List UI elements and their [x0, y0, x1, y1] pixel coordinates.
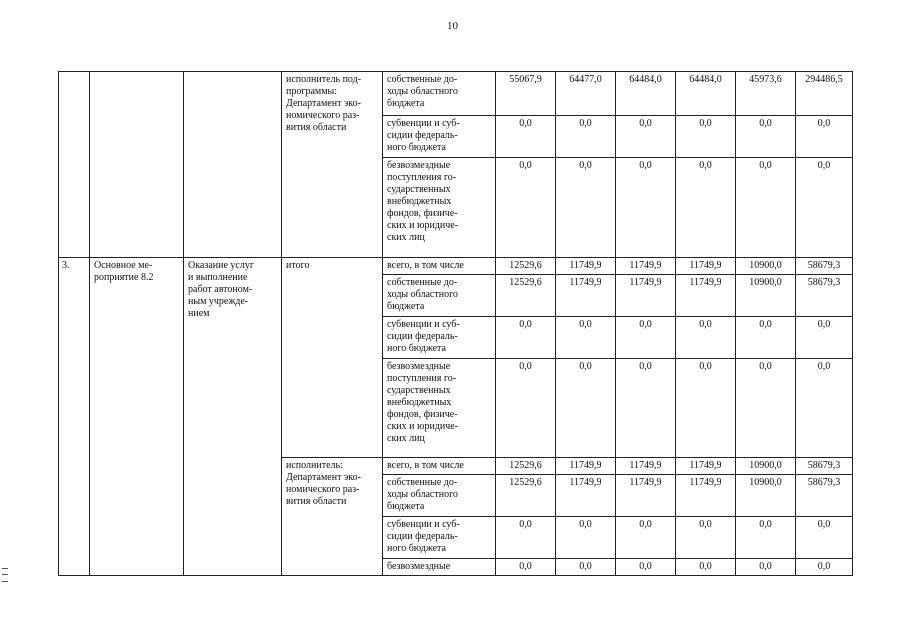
value-cell: 0,0 [676, 317, 736, 359]
source-label: собственные до- ходы областного бюджета [383, 72, 496, 116]
executor-cell: исполнитель: Департамент эко- номического раз- вития области [282, 458, 383, 576]
value-cell: 64477,0 [556, 72, 616, 116]
value-cell: 0,0 [736, 517, 796, 559]
value-cell: 11749,9 [676, 475, 736, 517]
value-cell: 0,0 [616, 158, 676, 258]
value-cell: 0,0 [796, 359, 853, 458]
value-cell: 12529,6 [496, 475, 556, 517]
source-label: собственные до- ходы областного бюджета [383, 475, 496, 517]
num-cell [59, 72, 90, 258]
value-cell: 0,0 [676, 517, 736, 559]
value-cell: 11749,9 [556, 258, 616, 275]
value-cell: 0,0 [676, 359, 736, 458]
value-cell: 64484,0 [616, 72, 676, 116]
value-cell: 0,0 [556, 158, 616, 258]
value-cell: 0,0 [556, 317, 616, 359]
value-cell: 0,0 [616, 359, 676, 458]
source-label: всего, в том числе [383, 458, 496, 475]
value-cell: 58679,3 [796, 458, 853, 475]
value-cell: 12529,6 [496, 258, 556, 275]
value-cell: 0,0 [496, 317, 556, 359]
value-cell: 0,0 [796, 517, 853, 559]
value-cell: 0,0 [496, 116, 556, 158]
value-cell: 11749,9 [556, 458, 616, 475]
table-body [59, 72, 853, 576]
page-number: 10 [447, 20, 458, 32]
table-row [59, 72, 853, 116]
value-cell: 0,0 [736, 116, 796, 158]
value-cell: 11749,9 [556, 275, 616, 317]
value-cell: 64484,0 [676, 72, 736, 116]
value-cell: 58679,3 [796, 275, 853, 317]
source-label: безвозмездные [383, 559, 496, 576]
value-cell: 11749,9 [676, 275, 736, 317]
event-cell: Основное ме- роприятие 8.2 [90, 258, 184, 576]
value-cell: 10900,0 [736, 458, 796, 475]
value-cell: 0,0 [616, 116, 676, 158]
name-cell: Оказание услуг и выполнение работ автоном- ным учрежде- нием [184, 258, 282, 576]
value-cell: 58679,3 [796, 475, 853, 517]
value-cell: 10900,0 [736, 275, 796, 317]
value-cell: 0,0 [496, 158, 556, 258]
value-cell: 58679,3 [796, 258, 853, 275]
funding-table [58, 71, 853, 576]
table-row [59, 258, 853, 275]
value-cell: 11749,9 [616, 458, 676, 475]
value-cell: 11749,9 [616, 275, 676, 317]
value-cell: 0,0 [556, 559, 616, 576]
value-cell: 0,0 [676, 158, 736, 258]
source-label: собственные до- ходы областного бюджета [383, 275, 496, 317]
value-cell: 0,0 [796, 116, 853, 158]
value-cell: 0,0 [676, 559, 736, 576]
source-label: субвенции и суб- сидии федераль- ного бюджета [383, 517, 496, 559]
source-label: всего, в том числе [383, 258, 496, 275]
value-cell: 0,0 [496, 359, 556, 458]
event-cell [90, 72, 184, 258]
value-cell: 0,0 [736, 359, 796, 458]
value-cell: 0,0 [796, 158, 853, 258]
value-cell: 0,0 [796, 317, 853, 359]
value-cell: 12529,6 [496, 458, 556, 475]
value-cell: 0,0 [496, 559, 556, 576]
value-cell: 294486,5 [796, 72, 853, 116]
num-cell: 3. [59, 258, 90, 576]
value-cell: 0,0 [556, 517, 616, 559]
value-cell: 45973,6 [736, 72, 796, 116]
value-cell: 0,0 [556, 359, 616, 458]
source-label: безвозмездные поступления го- сударственных внебюджетных фондов, физиче- ских и юридиче- ских лиц [383, 158, 496, 258]
value-cell: 11749,9 [616, 258, 676, 275]
value-cell: 0,0 [736, 317, 796, 359]
executor-cell: исполнитель под- программы: Департамент эко- номического раз- вития области [282, 72, 383, 258]
value-cell: 10900,0 [736, 258, 796, 275]
name-cell [184, 72, 282, 258]
source-label: безвозмездные поступления го- сударственных внебюджетных фондов, физиче- ских и юридиче- ских лиц [383, 359, 496, 458]
value-cell: 0,0 [736, 559, 796, 576]
source-label: субвенции и суб- сидии федераль- ного бюджета [383, 116, 496, 158]
value-cell: 0,0 [496, 517, 556, 559]
value-cell: 0,0 [556, 116, 616, 158]
source-label: субвенции и суб- сидии федераль- ного бюджета [383, 317, 496, 359]
scan-edge-mark [2, 568, 8, 582]
value-cell: 10900,0 [736, 475, 796, 517]
value-cell: 0,0 [616, 517, 676, 559]
value-cell: 11749,9 [616, 475, 676, 517]
value-cell: 11749,9 [676, 258, 736, 275]
value-cell: 0,0 [736, 158, 796, 258]
value-cell: 0,0 [796, 559, 853, 576]
value-cell: 11749,9 [676, 458, 736, 475]
value-cell: 0,0 [616, 317, 676, 359]
value-cell: 0,0 [676, 116, 736, 158]
value-cell: 12529,6 [496, 275, 556, 317]
executor-cell: итого [282, 258, 383, 458]
value-cell: 55067,9 [496, 72, 556, 116]
value-cell: 0,0 [616, 559, 676, 576]
value-cell: 11749,9 [556, 475, 616, 517]
